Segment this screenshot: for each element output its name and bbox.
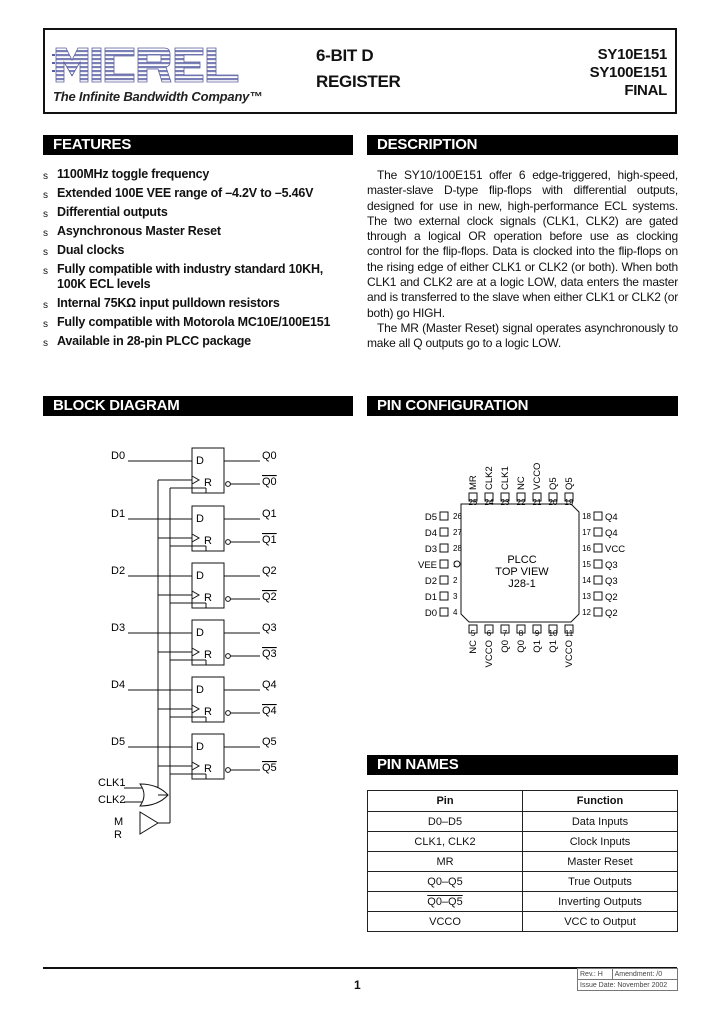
- bullet-icon: s: [43, 228, 48, 239]
- features-list: [43, 167, 343, 353]
- pin-number: 13: [582, 592, 591, 601]
- feature-item: [43, 262, 343, 292]
- ff-r-label: R: [204, 477, 212, 489]
- pin-name: Q0: [516, 640, 527, 653]
- ff-d-label: D: [196, 741, 204, 753]
- input-label-d: D1: [111, 508, 126, 520]
- feature-item: [43, 167, 343, 182]
- feature-item: [43, 186, 343, 201]
- feature-text: Dual clocks: [57, 243, 125, 257]
- pin-number: 19: [564, 498, 574, 507]
- cell-pin: Q0–Q5: [368, 892, 523, 912]
- pin-number: 21: [532, 498, 542, 507]
- ff-r-label: R: [204, 706, 212, 718]
- pin-number: 16: [582, 544, 591, 553]
- pin-name: D5: [424, 512, 437, 523]
- feature-item: [43, 315, 343, 330]
- cell-function: Data Inputs: [523, 812, 678, 832]
- table-row: [368, 812, 678, 832]
- pin-number: 8: [518, 629, 524, 638]
- feature-item: [43, 224, 343, 239]
- table-header-row: [368, 791, 678, 812]
- pin-name: NC: [468, 640, 479, 654]
- pin-number: 20: [548, 498, 558, 507]
- feature-item: [43, 296, 343, 311]
- col-header-pin: Pin: [368, 791, 523, 812]
- feature-item: [43, 205, 343, 220]
- pin-number: 12: [582, 608, 591, 617]
- bullet-icon: s: [43, 171, 48, 182]
- input-label-d: D3: [111, 622, 126, 634]
- inverter-bubble: [226, 482, 231, 487]
- qbar-output-label: Q5: [262, 762, 277, 774]
- pin-pad: [594, 528, 602, 536]
- ff-r-label: R: [204, 535, 212, 547]
- part-number-2: SY100E151: [589, 64, 667, 81]
- pin-number: 6: [486, 629, 492, 638]
- pin-config-heading: PIN CONFIGURATION: [367, 396, 678, 416]
- input-label-d: D2: [111, 565, 126, 577]
- pin-pad: [594, 576, 602, 584]
- tagline: The Infinite Bandwidth Company™: [53, 89, 263, 104]
- feature-item: [43, 334, 343, 349]
- cell-function: Inverting Outputs: [523, 892, 678, 912]
- input-label-d: D0: [111, 450, 126, 462]
- qbar-output-label: Q1: [262, 534, 277, 546]
- table-row: [368, 912, 678, 932]
- ff-d-label: D: [196, 684, 204, 696]
- cell-pin: D0–D5: [368, 812, 523, 832]
- pin-pad: [440, 560, 448, 568]
- pin-name: Q1: [548, 640, 559, 653]
- pin-name: VCCO: [532, 462, 543, 490]
- block-diagram: [96, 438, 296, 848]
- ff-d-label: D: [196, 627, 204, 639]
- q-output-label: Q0: [262, 450, 277, 462]
- feature-text: Available in 28-pin PLCC package: [57, 334, 251, 348]
- qbar-output-label: Q3: [262, 648, 277, 660]
- pin-name: CLK2: [484, 466, 495, 490]
- feature-text: 1100MHz toggle frequency: [57, 167, 210, 181]
- bullet-icon: s: [43, 338, 48, 349]
- revision-box: [577, 968, 678, 991]
- cell-function: VCC to Output: [523, 912, 678, 932]
- features-heading: FEATURES: [43, 135, 353, 155]
- pin-name: Q3: [605, 560, 618, 571]
- pin-name: Q4: [605, 512, 618, 523]
- top-view-label: TOP VIEW: [495, 566, 549, 578]
- feature-text: Asynchronous Master Reset: [57, 224, 221, 238]
- pin-pad: [594, 544, 602, 552]
- doc-title-line2: REGISTER: [316, 72, 401, 91]
- pin-number: 4: [453, 608, 458, 617]
- pin-number: 7: [502, 629, 508, 638]
- block-diagram-heading: BLOCK DIAGRAM: [43, 396, 353, 416]
- pin-number: 28: [453, 544, 462, 553]
- pin-pad: [594, 608, 602, 616]
- pin-number: 17: [582, 528, 591, 537]
- pin-name: Q5: [564, 477, 575, 490]
- pin-name: Q3: [605, 576, 618, 587]
- pin-number: 14: [582, 576, 591, 585]
- pin-pad: [440, 512, 448, 520]
- status-label: FINAL: [624, 82, 667, 99]
- qbar-output-label: Q4: [262, 705, 277, 717]
- cell-function: Clock Inputs: [523, 832, 678, 852]
- pin-names-heading: PIN NAMES: [367, 755, 678, 775]
- pin-number: 24: [484, 498, 494, 507]
- q-output-label: Q2: [262, 565, 277, 577]
- pin-number: 15: [582, 560, 591, 569]
- micrel-logo: [52, 42, 248, 88]
- pin-name: Q0: [500, 640, 511, 653]
- input-label-d: D4: [111, 679, 126, 691]
- pin-pad: [594, 560, 602, 568]
- pin-name: D4: [424, 528, 437, 539]
- rev-label: Rev.: H: [578, 969, 613, 980]
- ff-r-label: R: [204, 763, 212, 775]
- bullet-icon: s: [43, 319, 48, 330]
- pin-pad: [440, 608, 448, 616]
- cell-pin: MR: [368, 852, 523, 872]
- qbar-output-label: Q2: [262, 591, 277, 603]
- pin-name: Q4: [605, 528, 618, 539]
- bullet-icon: s: [43, 247, 48, 258]
- description-paragraph-1: The SY10/100E151 offer 6 edge-triggered, high-speed, master-slave D-type flip-flops with differential outputs, designed for use in new, high-performance ECL systems. The two external clock signals (CLK1, CLK2) are gated through a logical OR operation before use as clocking control for the flip-flops. Data is clocked into the flip-flops on the rising edge of either CLK1 or CLK2 (or both). When both CLK1 and CLK2 are at a logic LOW, data enters the master and is transferred to the slave when either CLK1 or CLK2 (or both) go HIGH.: [367, 168, 678, 320]
- ff-r-label: R: [204, 649, 212, 661]
- description-heading: DESCRIPTION: [367, 135, 678, 155]
- pin-pad: [440, 592, 448, 600]
- pin-name: D3: [424, 544, 437, 555]
- pin-number: 26: [453, 512, 462, 521]
- pin-number: 2: [453, 576, 458, 585]
- cell-pin: Q0–Q5: [368, 872, 523, 892]
- cell-pin: VCCO: [368, 912, 523, 932]
- pin-number: 10: [548, 629, 558, 638]
- table-row: [368, 852, 678, 872]
- inverter-bubble: [226, 654, 231, 659]
- package-code-label: J28-1: [508, 578, 536, 590]
- pin-number: 25: [468, 498, 478, 507]
- part-number-1: SY10E151: [597, 46, 667, 63]
- cell-function: Master Reset: [523, 852, 678, 872]
- amendment-label: Amendment: /0: [612, 969, 677, 980]
- inverter-bubble: [226, 540, 231, 545]
- input-label-d: D5: [111, 736, 126, 748]
- pin-name: Q2: [605, 592, 618, 603]
- description-body: [367, 168, 678, 352]
- pin-one-marker-icon: [454, 561, 460, 567]
- pin-number: 9: [534, 629, 540, 638]
- pin-number: 18: [582, 512, 591, 521]
- bullet-icon: s: [43, 300, 48, 311]
- pin-name: CLK1: [500, 466, 511, 490]
- pin-name: VCC: [605, 544, 626, 555]
- inverter-bubble: [226, 711, 231, 716]
- pin-number: 23: [500, 498, 510, 507]
- table-row: [368, 872, 678, 892]
- pin-number: 11: [564, 629, 574, 638]
- clk1-label: CLK1: [98, 777, 126, 789]
- page-number: 1: [354, 978, 361, 992]
- q-output-label: Q4: [262, 679, 277, 691]
- pin-number: 5: [470, 629, 476, 638]
- pin-name: VEE: [417, 560, 437, 571]
- pin-name: D0: [424, 608, 437, 619]
- pin-name: VCCO: [484, 640, 495, 668]
- q-output-label: Q1: [262, 508, 277, 520]
- pin-names-table: [367, 790, 678, 932]
- bullet-icon: s: [43, 266, 48, 277]
- feature-text: Extended 100E VEE range of –4.2V to –5.46V: [57, 186, 314, 200]
- ff-r-label: R: [204, 592, 212, 604]
- feature-text: Fully compatible with Motorola MC10E/100E151: [57, 315, 331, 329]
- cell-function: True Outputs: [523, 872, 678, 892]
- description-paragraph-2: The MR (Master Reset) signal operates asynchronously to make all Q outputs go to a logic LOW.: [367, 320, 678, 351]
- issue-date-label: Issue Date: November 2002: [578, 980, 678, 991]
- pin-number: 27: [453, 528, 462, 537]
- pin-name: Q2: [605, 608, 618, 619]
- plcc-label: PLCC: [507, 554, 537, 566]
- pin-name: D2: [424, 576, 437, 587]
- col-header-function: Function: [523, 791, 678, 812]
- mr-label-r: R: [114, 829, 122, 841]
- pin-name: D1: [424, 592, 437, 603]
- ff-d-label: D: [196, 513, 204, 525]
- pin-name: NC: [516, 476, 527, 490]
- table-row: [368, 832, 678, 852]
- pin-name: Q1: [532, 640, 543, 653]
- doc-title-line1: 6-BIT D: [316, 46, 374, 65]
- feature-text: Internal 75KΩ input pulldown resistors: [57, 296, 280, 310]
- cell-pin: CLK1, CLK2: [368, 832, 523, 852]
- q-output-label: Q3: [262, 622, 277, 634]
- pin-number: 22: [516, 498, 526, 507]
- q-output-label: Q5: [262, 736, 277, 748]
- bullet-icon: s: [43, 209, 48, 220]
- table-row: [368, 892, 678, 912]
- mr-label-m: M: [114, 816, 124, 828]
- pin-pad: [440, 576, 448, 584]
- clk2-label: CLK2: [98, 794, 126, 806]
- mr-buffer-symbol: [140, 812, 158, 834]
- inverter-bubble: [226, 768, 231, 773]
- pin-name: Q5: [548, 477, 559, 490]
- pin-pad: [440, 544, 448, 552]
- pin-name: VCCO: [564, 640, 575, 668]
- feature-text: Differential outputs: [57, 205, 168, 219]
- ff-d-label: D: [196, 570, 204, 582]
- bullet-icon: s: [43, 190, 48, 201]
- pin-pad: [440, 528, 448, 536]
- pin-pad: [594, 512, 602, 520]
- inverter-bubble: [226, 597, 231, 602]
- pin-pad: [594, 592, 602, 600]
- pin-number: 3: [453, 592, 458, 601]
- pin-name: MR: [468, 475, 479, 490]
- qbar-output-label: Q0: [262, 476, 277, 488]
- ff-d-label: D: [196, 455, 204, 467]
- feature-text: Fully compatible with industry standard 10KH, 100K ECL levels: [57, 262, 324, 291]
- plcc-pin-diagram: [395, 446, 645, 696]
- feature-item: [43, 243, 343, 258]
